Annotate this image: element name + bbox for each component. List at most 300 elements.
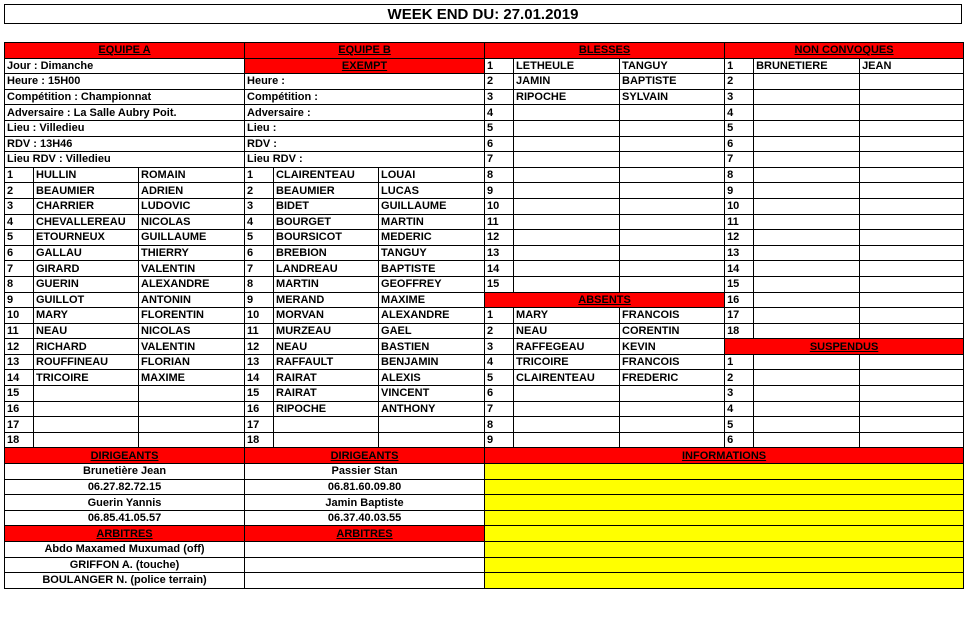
non-convoque-firstname — [860, 120, 964, 136]
equipe-a-player-number: 1 — [5, 167, 34, 183]
equipe-a-player-lastname — [34, 417, 139, 433]
equipe-b-player-firstname: VINCENT — [379, 386, 485, 402]
equipe-a-player-lastname: ETOURNEUX — [34, 230, 139, 246]
equipe-a-player-lastname: GALLAU — [34, 245, 139, 261]
absent-number: 9 — [485, 432, 514, 448]
equipe-a-player-firstname — [139, 432, 245, 448]
non-convoque-number: 8 — [725, 167, 754, 183]
exempt-label: EXEMPT — [245, 58, 485, 74]
equipe-a-player-firstname — [139, 401, 245, 417]
blesse-lastname: RIPOCHE — [514, 89, 620, 105]
blesse-firstname — [620, 183, 725, 199]
equipe-a-player-lastname: ROUFFINEAU — [34, 354, 139, 370]
equipe-b-player-firstname: ANTHONY — [379, 401, 485, 417]
equipe-b-player-number: 18 — [245, 432, 274, 448]
equipe-b-player-firstname: BASTIEN — [379, 339, 485, 355]
blesse-number: 5 — [485, 120, 514, 136]
blesse-lastname — [514, 105, 620, 121]
non-convoque-lastname — [754, 120, 860, 136]
suspendu-lastname — [754, 386, 860, 402]
arbitre-a-line: GRIFFON A. (touche) — [5, 557, 245, 573]
equipe-b-player-firstname: LOUAI — [379, 167, 485, 183]
blesse-firstname — [620, 136, 725, 152]
suspendus-header: SUSPENDUS — [725, 339, 964, 355]
absent-firstname — [620, 386, 725, 402]
absent-number: 1 — [485, 308, 514, 324]
suspendu-firstname — [860, 432, 964, 448]
equipe-b-player-number: 2 — [245, 183, 274, 199]
non-convoque-lastname — [754, 276, 860, 292]
equipe-b-info: Adversaire : — [245, 105, 485, 121]
equipe-b-player-number: 16 — [245, 401, 274, 417]
equipe-b-player-firstname — [379, 432, 485, 448]
non-convoque-lastname — [754, 89, 860, 105]
equipe-b-player-number: 12 — [245, 339, 274, 355]
equipe-a-player-number: 11 — [5, 323, 34, 339]
equipe-b-info: RDV : — [245, 136, 485, 152]
absent-lastname: NEAU — [514, 323, 620, 339]
non-convoque-firstname — [860, 74, 964, 90]
equipe-a-player-firstname: NICOLAS — [139, 214, 245, 230]
blesse-number: 12 — [485, 230, 514, 246]
absent-number: 3 — [485, 339, 514, 355]
non-convoque-lastname — [754, 292, 860, 308]
blesse-firstname: TANGUY — [620, 58, 725, 74]
non-convoques-header: NON CONVOQUES — [725, 43, 964, 59]
blesse-number: 1 — [485, 58, 514, 74]
non-convoque-lastname — [754, 245, 860, 261]
absent-number: 6 — [485, 386, 514, 402]
equipe-b-info: Lieu : — [245, 120, 485, 136]
equipe-b-player-firstname: GEOFFREY — [379, 276, 485, 292]
week-end-header — [4, 4, 962, 24]
non-convoque-lastname — [754, 152, 860, 168]
blesse-number: 14 — [485, 261, 514, 277]
equipe-b-player-lastname: RAFFAULT — [274, 354, 379, 370]
equipe-b-player-lastname: NEAU — [274, 339, 379, 355]
equipe-a-player-firstname: LUDOVIC — [139, 198, 245, 214]
non-convoque-lastname — [754, 214, 860, 230]
blesse-number: 4 — [485, 105, 514, 121]
arbitre-b-line — [245, 542, 485, 558]
absent-firstname — [620, 401, 725, 417]
blesse-number: 8 — [485, 167, 514, 183]
equipe-a-player-lastname — [34, 432, 139, 448]
equipe-a-info: Compétition : Championnat — [5, 89, 245, 105]
equipe-b-player-firstname: ALEXANDRE — [379, 308, 485, 324]
blesse-lastname — [514, 261, 620, 277]
non-convoque-firstname — [860, 323, 964, 339]
equipe-b-player-lastname: RAIRAT — [274, 370, 379, 386]
suspendu-number: 3 — [725, 386, 754, 402]
non-convoque-firstname — [860, 276, 964, 292]
absent-lastname — [514, 401, 620, 417]
non-convoque-number: 7 — [725, 152, 754, 168]
equipe-b-player-number: 8 — [245, 276, 274, 292]
equipe-a-player-firstname — [139, 386, 245, 402]
dirigeant-a-line: Brunetière Jean — [5, 464, 245, 480]
dirigeant-a-line: 06.27.82.72.15 — [5, 479, 245, 495]
equipe-b-player-lastname: MARTIN — [274, 276, 379, 292]
equipe-b-player-lastname: BOURSICOT — [274, 230, 379, 246]
equipe-a-player-lastname: CHEVALLEREAU — [34, 214, 139, 230]
non-convoque-firstname — [860, 245, 964, 261]
suspendu-firstname — [860, 370, 964, 386]
absent-lastname — [514, 417, 620, 433]
blesse-lastname — [514, 276, 620, 292]
equipe-b-player-lastname: RAIRAT — [274, 386, 379, 402]
equipe-a-player-firstname: ALEXANDRE — [139, 276, 245, 292]
blesse-lastname — [514, 183, 620, 199]
absent-lastname — [514, 386, 620, 402]
non-convoque-number: 16 — [725, 292, 754, 308]
blesse-firstname — [620, 105, 725, 121]
informations-cell — [485, 464, 964, 480]
equipe-a-player-firstname: VALENTIN — [139, 261, 245, 277]
informations-cell — [485, 557, 964, 573]
equipe-a-player-lastname: GIRARD — [34, 261, 139, 277]
blesse-number: 11 — [485, 214, 514, 230]
equipe-b-player-firstname: BAPTISTE — [379, 261, 485, 277]
blesse-lastname — [514, 198, 620, 214]
blesse-lastname — [514, 120, 620, 136]
equipe-b-header: EQUIPE B — [245, 43, 485, 59]
equipe-b-player-lastname — [274, 432, 379, 448]
blesse-lastname — [514, 245, 620, 261]
equipe-a-player-firstname: FLORIAN — [139, 354, 245, 370]
non-convoque-lastname — [754, 105, 860, 121]
equipe-a-player-lastname: GUERIN — [34, 276, 139, 292]
equipe-b-player-number: 17 — [245, 417, 274, 433]
week-end-label: WEEK END DU: — [387, 6, 500, 23]
non-convoque-number: 2 — [725, 74, 754, 90]
equipe-b-player-firstname: ALEXIS — [379, 370, 485, 386]
non-convoque-number: 11 — [725, 214, 754, 230]
absent-number: 7 — [485, 401, 514, 417]
equipe-b-info: Compétition : — [245, 89, 485, 105]
equipe-b-player-firstname: TANGUY — [379, 245, 485, 261]
dirigeants-a-header: DIRIGEANTS — [5, 448, 245, 464]
non-convoque-number: 3 — [725, 89, 754, 105]
equipe-b-player-number: 14 — [245, 370, 274, 386]
non-convoque-number: 9 — [725, 183, 754, 199]
suspendu-lastname — [754, 401, 860, 417]
equipe-a-player-number: 7 — [5, 261, 34, 277]
non-convoque-firstname: JEAN — [860, 58, 964, 74]
equipe-b-player-lastname: BEAUMIER — [274, 183, 379, 199]
equipe-b-player-firstname: GAEL — [379, 323, 485, 339]
equipe-a-info: Jour : Dimanche — [5, 58, 245, 74]
equipe-a-player-firstname: ANTONIN — [139, 292, 245, 308]
blesse-lastname — [514, 152, 620, 168]
informations-cell — [485, 495, 964, 511]
suspendu-number: 1 — [725, 354, 754, 370]
equipe-a-player-number: 16 — [5, 401, 34, 417]
equipe-a-player-number: 17 — [5, 417, 34, 433]
suspendu-firstname — [860, 354, 964, 370]
arbitre-a-line: BOULANGER N. (police terrain) — [5, 573, 245, 589]
non-convoque-number: 14 — [725, 261, 754, 277]
absent-lastname — [514, 432, 620, 448]
suspendu-lastname — [754, 432, 860, 448]
equipe-a-player-firstname: GUILLAUME — [139, 230, 245, 246]
equipe-a-player-lastname — [34, 401, 139, 417]
equipe-a-info: Lieu : Villedieu — [5, 120, 245, 136]
blesse-number: 6 — [485, 136, 514, 152]
equipe-b-player-firstname — [379, 417, 485, 433]
equipe-a-info: Heure : 15H00 — [5, 74, 245, 90]
suspendu-lastname — [754, 417, 860, 433]
blesse-firstname — [620, 152, 725, 168]
non-convoque-number: 12 — [725, 230, 754, 246]
blesse-firstname — [620, 230, 725, 246]
equipe-b-player-lastname — [274, 417, 379, 433]
non-convoque-number: 18 — [725, 323, 754, 339]
equipe-a-player-number: 9 — [5, 292, 34, 308]
suspendu-number: 6 — [725, 432, 754, 448]
blesse-firstname — [620, 214, 725, 230]
suspendu-number: 4 — [725, 401, 754, 417]
absent-number: 5 — [485, 370, 514, 386]
equipe-b-player-lastname: BOURGET — [274, 214, 379, 230]
blesse-number: 15 — [485, 276, 514, 292]
non-convoque-number: 4 — [725, 105, 754, 121]
informations-cell — [485, 573, 964, 589]
blesse-lastname: JAMIN — [514, 74, 620, 90]
suspendu-firstname — [860, 386, 964, 402]
blesse-number: 13 — [485, 245, 514, 261]
absent-firstname: CORENTIN — [620, 323, 725, 339]
equipe-a-player-firstname: NICOLAS — [139, 323, 245, 339]
non-convoque-lastname — [754, 230, 860, 246]
equipe-b-player-number: 13 — [245, 354, 274, 370]
non-convoque-number: 15 — [725, 276, 754, 292]
blesse-number: 7 — [485, 152, 514, 168]
arbitre-b-line — [245, 573, 485, 589]
equipe-a-player-firstname: THIERRY — [139, 245, 245, 261]
equipe-b-player-firstname: LUCAS — [379, 183, 485, 199]
equipe-b-player-firstname: BENJAMIN — [379, 354, 485, 370]
blesse-number: 10 — [485, 198, 514, 214]
blesse-firstname — [620, 198, 725, 214]
equipe-a-info: RDV : 13H46 — [5, 136, 245, 152]
equipe-a-player-number: 8 — [5, 276, 34, 292]
equipe-a-player-lastname: MARY — [34, 308, 139, 324]
absent-firstname: FRANCOIS — [620, 354, 725, 370]
dirigeants-b-header: DIRIGEANTS — [245, 448, 485, 464]
equipe-a-player-lastname — [34, 386, 139, 402]
blesse-firstname — [620, 120, 725, 136]
blesse-lastname — [514, 214, 620, 230]
informations-cell — [485, 542, 964, 558]
equipe-b-player-lastname: BIDET — [274, 198, 379, 214]
absent-lastname: MARY — [514, 308, 620, 324]
dirigeant-a-line: 06.85.41.05.57 — [5, 510, 245, 526]
blesse-lastname — [514, 230, 620, 246]
equipe-b-player-number: 9 — [245, 292, 274, 308]
blesse-firstname — [620, 167, 725, 183]
equipe-a-player-number: 10 — [5, 308, 34, 324]
equipe-b-info: Lieu RDV : — [245, 152, 485, 168]
non-convoque-number: 10 — [725, 198, 754, 214]
equipe-a-player-number: 2 — [5, 183, 34, 199]
blesses-header: BLESSES — [485, 43, 725, 59]
equipe-b-player-number: 5 — [245, 230, 274, 246]
equipe-a-header: EQUIPE A — [5, 43, 245, 59]
suspendu-lastname — [754, 370, 860, 386]
blesse-lastname — [514, 167, 620, 183]
absent-firstname: FREDERIC — [620, 370, 725, 386]
equipe-a-player-number: 6 — [5, 245, 34, 261]
informations-cell — [485, 479, 964, 495]
week-end-date: 27.01.2019 — [503, 6, 579, 23]
equipe-b-player-firstname: MARTIN — [379, 214, 485, 230]
equipe-b-player-lastname: MURZEAU — [274, 323, 379, 339]
convocation-sheet — [4, 42, 964, 589]
equipe-b-player-number: 6 — [245, 245, 274, 261]
arbitre-b-line — [245, 557, 485, 573]
arbitre-a-line: Abdo Maxamed Muxumad (off) — [5, 542, 245, 558]
non-convoque-number: 5 — [725, 120, 754, 136]
arbitres-a-header: ARBITRES — [5, 526, 245, 542]
non-convoque-firstname — [860, 198, 964, 214]
non-convoque-lastname — [754, 74, 860, 90]
blesse-number: 3 — [485, 89, 514, 105]
equipe-a-player-lastname: TRICOIRE — [34, 370, 139, 386]
non-convoque-lastname — [754, 167, 860, 183]
blesse-firstname — [620, 276, 725, 292]
equipe-a-player-number: 18 — [5, 432, 34, 448]
non-convoque-firstname — [860, 230, 964, 246]
equipe-b-player-number: 1 — [245, 167, 274, 183]
informations-cell — [485, 510, 964, 526]
suspendu-number: 5 — [725, 417, 754, 433]
non-convoque-lastname: BRUNETIERE — [754, 58, 860, 74]
equipe-b-player-lastname: MORVAN — [274, 308, 379, 324]
dirigeant-b-line: Passier Stan — [245, 464, 485, 480]
dirigeant-a-line: Guerin Yannis — [5, 495, 245, 511]
equipe-a-player-number: 5 — [5, 230, 34, 246]
blesse-firstname — [620, 261, 725, 277]
suspendu-firstname — [860, 417, 964, 433]
absent-lastname: RAFFEGEAU — [514, 339, 620, 355]
equipe-a-info: Lieu RDV : Villedieu — [5, 152, 245, 168]
absent-firstname — [620, 417, 725, 433]
blesse-firstname: BAPTISTE — [620, 74, 725, 90]
non-convoque-firstname — [860, 214, 964, 230]
absent-number: 8 — [485, 417, 514, 433]
non-convoque-firstname — [860, 136, 964, 152]
equipe-b-player-lastname: CLAIRENTEAU — [274, 167, 379, 183]
non-convoque-firstname — [860, 105, 964, 121]
equipe-b-player-lastname: BREBION — [274, 245, 379, 261]
absent-firstname: FRANCOIS — [620, 308, 725, 324]
non-convoque-firstname — [860, 183, 964, 199]
equipe-a-player-lastname: GUILLOT — [34, 292, 139, 308]
suspendu-number: 2 — [725, 370, 754, 386]
informations-cell — [485, 526, 964, 542]
non-convoque-firstname — [860, 308, 964, 324]
equipe-a-player-number: 12 — [5, 339, 34, 355]
non-convoque-number: 1 — [725, 58, 754, 74]
equipe-a-player-lastname: HULLIN — [34, 167, 139, 183]
absent-number: 2 — [485, 323, 514, 339]
equipe-a-player-firstname: MAXIME — [139, 370, 245, 386]
equipe-a-player-number: 15 — [5, 386, 34, 402]
equipe-b-player-lastname: LANDREAU — [274, 261, 379, 277]
dirigeant-b-line: 06.81.60.09.80 — [245, 479, 485, 495]
non-convoque-firstname — [860, 152, 964, 168]
absent-lastname: CLAIRENTEAU — [514, 370, 620, 386]
equipe-a-player-number: 4 — [5, 214, 34, 230]
equipe-b-player-number: 11 — [245, 323, 274, 339]
equipe-a-player-lastname: RICHARD — [34, 339, 139, 355]
suspendu-firstname — [860, 401, 964, 417]
equipe-b-player-firstname: MAXIME — [379, 292, 485, 308]
absent-lastname: TRICOIRE — [514, 354, 620, 370]
non-convoque-lastname — [754, 308, 860, 324]
blesse-number: 9 — [485, 183, 514, 199]
equipe-b-player-firstname: MEDERIC — [379, 230, 485, 246]
equipe-a-player-firstname — [139, 417, 245, 433]
equipe-a-player-lastname: NEAU — [34, 323, 139, 339]
arbitres-b-header: ARBITRES — [245, 526, 485, 542]
equipe-b-player-firstname: GUILLAUME — [379, 198, 485, 214]
absents-header: ABSENTS — [485, 292, 725, 308]
equipe-a-player-firstname: ROMAIN — [139, 167, 245, 183]
non-convoque-lastname — [754, 261, 860, 277]
equipe-b-player-number: 4 — [245, 214, 274, 230]
blesse-firstname: SYLVAIN — [620, 89, 725, 105]
equipe-b-player-number: 7 — [245, 261, 274, 277]
informations-header: INFORMATIONS — [485, 448, 964, 464]
blesse-firstname — [620, 245, 725, 261]
equipe-a-player-lastname: CHARRIER — [34, 198, 139, 214]
equipe-a-info: Adversaire : La Salle Aubry Poit. — [5, 105, 245, 121]
non-convoque-firstname — [860, 261, 964, 277]
non-convoque-firstname — [860, 89, 964, 105]
equipe-a-player-firstname: FLORENTIN — [139, 308, 245, 324]
non-convoque-number: 6 — [725, 136, 754, 152]
absent-firstname — [620, 432, 725, 448]
equipe-a-player-number: 14 — [5, 370, 34, 386]
equipe-b-player-lastname: MERAND — [274, 292, 379, 308]
blesse-number: 2 — [485, 74, 514, 90]
equipe-b-info: Heure : — [245, 74, 485, 90]
non-convoque-number: 13 — [725, 245, 754, 261]
equipe-b-player-lastname: RIPOCHE — [274, 401, 379, 417]
non-convoque-lastname — [754, 136, 860, 152]
non-convoque-lastname — [754, 183, 860, 199]
equipe-a-player-firstname: VALENTIN — [139, 339, 245, 355]
dirigeant-b-line: 06.37.40.03.55 — [245, 510, 485, 526]
equipe-a-player-number: 13 — [5, 354, 34, 370]
absent-firstname: KEVIN — [620, 339, 725, 355]
non-convoque-number: 17 — [725, 308, 754, 324]
blesse-lastname: LETHEULE — [514, 58, 620, 74]
non-convoque-lastname — [754, 323, 860, 339]
equipe-b-player-number: 3 — [245, 198, 274, 214]
equipe-b-player-number: 10 — [245, 308, 274, 324]
dirigeant-b-line: Jamin Baptiste — [245, 495, 485, 511]
suspendu-lastname — [754, 354, 860, 370]
equipe-b-player-number: 15 — [245, 386, 274, 402]
absent-number: 4 — [485, 354, 514, 370]
equipe-a-player-firstname: ADRIEN — [139, 183, 245, 199]
non-convoque-firstname — [860, 167, 964, 183]
non-convoque-lastname — [754, 198, 860, 214]
blesse-lastname — [514, 136, 620, 152]
